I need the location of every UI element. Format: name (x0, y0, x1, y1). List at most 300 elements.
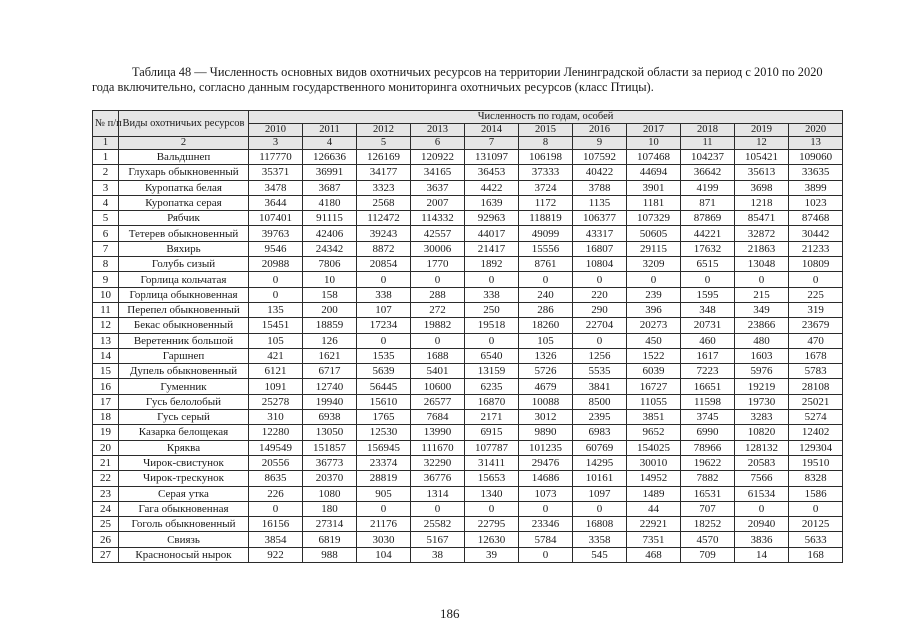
count-cell: 101235 (519, 440, 573, 455)
count-cell: 1340 (465, 486, 519, 501)
table-row (93, 394, 843, 409)
row-number: 19 (93, 425, 119, 440)
count-cell: 16807 (573, 241, 627, 256)
count-cell: 396 (627, 302, 681, 317)
species-name: Куропатка белая (119, 180, 249, 195)
count-cell: 12740 (303, 379, 357, 394)
species-name: Веретенник большой (119, 333, 249, 348)
count-cell: 21863 (735, 241, 789, 256)
count-cell: 0 (627, 272, 681, 287)
count-cell: 16156 (249, 517, 303, 532)
count-cell: 5976 (735, 364, 789, 379)
count-cell: 5783 (789, 364, 843, 379)
count-cell: 6515 (681, 257, 735, 272)
count-cell: 0 (735, 501, 789, 516)
count-cell: 0 (357, 272, 411, 287)
count-cell: 149549 (249, 440, 303, 455)
count-cell: 14295 (573, 455, 627, 470)
count-cell: 1172 (519, 195, 573, 210)
table-row (93, 257, 843, 272)
header-num: № п/п (93, 111, 119, 137)
row-number: 15 (93, 364, 119, 379)
header-year: 2018 (681, 124, 735, 137)
count-cell: 1023 (789, 195, 843, 210)
header-col-number: 2 (119, 137, 249, 150)
count-cell: 180 (303, 501, 357, 516)
count-cell: 6717 (303, 364, 357, 379)
count-cell: 30442 (789, 226, 843, 241)
header-year: 2020 (789, 124, 843, 137)
count-cell: 28819 (357, 471, 411, 486)
count-cell: 20940 (735, 517, 789, 532)
count-cell: 10 (303, 272, 357, 287)
species-name: Чирок-трескунок (119, 471, 249, 486)
count-cell: 7882 (681, 471, 735, 486)
count-cell: 709 (681, 547, 735, 562)
count-cell: 3644 (249, 195, 303, 210)
count-cell: 9890 (519, 425, 573, 440)
count-cell: 22704 (573, 318, 627, 333)
table-row (93, 318, 843, 333)
count-cell: 18252 (681, 517, 735, 532)
count-cell: 21233 (789, 241, 843, 256)
count-cell: 3283 (735, 410, 789, 425)
count-cell: 126 (303, 333, 357, 348)
count-cell: 11055 (627, 394, 681, 409)
count-cell: 107787 (465, 440, 519, 455)
table-row (93, 364, 843, 379)
count-cell: 105 (249, 333, 303, 348)
count-cell: 104237 (681, 150, 735, 165)
count-cell: 120922 (411, 150, 465, 165)
row-number: 10 (93, 287, 119, 302)
count-cell: 20988 (249, 257, 303, 272)
count-cell: 39 (465, 547, 519, 562)
count-cell: 8500 (573, 394, 627, 409)
count-cell: 1688 (411, 348, 465, 363)
count-cell: 0 (519, 547, 573, 562)
count-cell: 290 (573, 302, 627, 317)
count-cell: 3899 (789, 180, 843, 195)
count-cell: 14 (735, 547, 789, 562)
count-cell: 23866 (735, 318, 789, 333)
count-cell: 5274 (789, 410, 843, 425)
count-cell: 6938 (303, 410, 357, 425)
count-cell: 107 (357, 302, 411, 317)
count-cell: 29476 (519, 455, 573, 470)
count-cell: 7566 (735, 471, 789, 486)
count-cell: 1091 (249, 379, 303, 394)
count-cell: 21176 (357, 517, 411, 532)
count-cell: 19518 (465, 318, 519, 333)
count-cell: 30006 (411, 241, 465, 256)
count-cell: 50605 (627, 226, 681, 241)
header-year: 2019 (735, 124, 789, 137)
count-cell: 2007 (411, 195, 465, 210)
count-cell: 0 (789, 501, 843, 516)
count-cell: 215 (735, 287, 789, 302)
row-number: 4 (93, 195, 119, 210)
count-cell: 60769 (573, 440, 627, 455)
count-cell: 20556 (249, 455, 303, 470)
count-cell: 905 (357, 486, 411, 501)
count-cell: 240 (519, 287, 573, 302)
count-cell: 338 (357, 287, 411, 302)
count-cell: 13990 (411, 425, 465, 440)
species-name: Гусь серый (119, 410, 249, 425)
count-cell: 0 (411, 501, 465, 516)
count-cell: 107329 (627, 211, 681, 226)
count-cell: 1765 (357, 410, 411, 425)
count-cell: 16870 (465, 394, 519, 409)
count-cell: 24342 (303, 241, 357, 256)
count-cell: 225 (789, 287, 843, 302)
count-cell: 21417 (465, 241, 519, 256)
count-cell: 468 (627, 547, 681, 562)
count-cell: 1314 (411, 486, 465, 501)
count-cell: 3687 (303, 180, 357, 195)
species-name: Горлица кольчатая (119, 272, 249, 287)
count-cell: 0 (573, 272, 627, 287)
count-cell: 1678 (789, 348, 843, 363)
count-cell: 104 (357, 547, 411, 562)
count-cell: 0 (789, 272, 843, 287)
count-cell: 36642 (681, 165, 735, 180)
count-cell: 286 (519, 302, 573, 317)
table-row (93, 517, 843, 532)
row-number: 26 (93, 532, 119, 547)
count-cell: 15653 (465, 471, 519, 486)
count-cell: 44 (627, 501, 681, 516)
count-cell: 6235 (465, 379, 519, 394)
table-caption (92, 65, 870, 95)
row-number: 8 (93, 257, 119, 272)
count-cell: 3836 (735, 532, 789, 547)
count-cell: 1595 (681, 287, 735, 302)
row-number: 5 (93, 211, 119, 226)
species-name: Вальдшнеп (119, 150, 249, 165)
header-year: 2011 (303, 124, 357, 137)
row-number: 9 (93, 272, 119, 287)
row-number: 11 (93, 302, 119, 317)
species-name: Перепел обыкновенный (119, 302, 249, 317)
count-cell: 12402 (789, 425, 843, 440)
count-cell: 35613 (735, 165, 789, 180)
count-cell: 5639 (357, 364, 411, 379)
count-cell: 35371 (249, 165, 303, 180)
count-cell: 19882 (411, 318, 465, 333)
count-cell: 154025 (627, 440, 681, 455)
count-cell: 128132 (735, 440, 789, 455)
count-cell: 3637 (411, 180, 465, 195)
count-cell: 707 (681, 501, 735, 516)
count-cell: 17632 (681, 241, 735, 256)
count-cell: 8761 (519, 257, 573, 272)
count-cell: 338 (465, 287, 519, 302)
count-cell: 26577 (411, 394, 465, 409)
count-cell: 1181 (627, 195, 681, 210)
count-cell: 10809 (789, 257, 843, 272)
species-name: Гоголь обыкновенный (119, 517, 249, 532)
count-cell: 56445 (357, 379, 411, 394)
count-cell: 15451 (249, 318, 303, 333)
count-cell: 3745 (681, 410, 735, 425)
count-cell: 25278 (249, 394, 303, 409)
count-cell: 3724 (519, 180, 573, 195)
table-row (93, 287, 843, 302)
count-cell: 17234 (357, 318, 411, 333)
count-cell: 49099 (519, 226, 573, 241)
count-cell: 3012 (519, 410, 573, 425)
count-cell: 3478 (249, 180, 303, 195)
count-cell: 117770 (249, 150, 303, 165)
count-cell: 106198 (519, 150, 573, 165)
count-cell: 39763 (249, 226, 303, 241)
count-cell: 1603 (735, 348, 789, 363)
count-cell: 7223 (681, 364, 735, 379)
count-cell: 25021 (789, 394, 843, 409)
count-cell: 5784 (519, 532, 573, 547)
header-col-number: 7 (465, 137, 519, 150)
count-cell: 0 (249, 272, 303, 287)
count-cell: 18859 (303, 318, 357, 333)
count-cell: 2395 (573, 410, 627, 425)
count-cell: 1489 (627, 486, 681, 501)
count-cell: 349 (735, 302, 789, 317)
count-cell: 5401 (411, 364, 465, 379)
count-cell: 23679 (789, 318, 843, 333)
count-cell: 0 (465, 501, 519, 516)
count-cell: 239 (627, 287, 681, 302)
count-cell: 42557 (411, 226, 465, 241)
header-col-number: 1 (93, 137, 119, 150)
count-cell: 22921 (627, 517, 681, 532)
count-cell: 38 (411, 547, 465, 562)
count-cell: 1097 (573, 486, 627, 501)
count-cell: 3854 (249, 532, 303, 547)
count-cell: 226 (249, 486, 303, 501)
header-year: 2014 (465, 124, 519, 137)
count-cell: 0 (465, 333, 519, 348)
header-year: 2016 (573, 124, 627, 137)
count-cell: 78966 (681, 440, 735, 455)
count-cell: 922 (249, 547, 303, 562)
count-cell: 200 (303, 302, 357, 317)
count-cell: 10804 (573, 257, 627, 272)
count-cell: 12630 (465, 532, 519, 547)
count-cell: 6819 (303, 532, 357, 547)
header-year: 2013 (411, 124, 465, 137)
count-cell: 272 (411, 302, 465, 317)
table-row (93, 241, 843, 256)
count-cell: 36773 (303, 455, 357, 470)
count-cell: 37333 (519, 165, 573, 180)
count-cell: 42406 (303, 226, 357, 241)
header-year: 2012 (357, 124, 411, 137)
count-cell: 87468 (789, 211, 843, 226)
count-cell: 156945 (357, 440, 411, 455)
table-row (93, 501, 843, 516)
species-name: Голубь сизый (119, 257, 249, 272)
count-cell: 0 (357, 501, 411, 516)
count-cell: 1326 (519, 348, 573, 363)
table-row (93, 471, 843, 486)
species-name: Гусь белолобый (119, 394, 249, 409)
count-cell: 16531 (681, 486, 735, 501)
count-cell: 310 (249, 410, 303, 425)
caption-line-1: Таблица 48 — Численность основных видов охотничьих ресурсов на территории Ленинградской области за период с 2010 по 2020 (132, 65, 823, 79)
count-cell: 3841 (573, 379, 627, 394)
count-cell: 460 (681, 333, 735, 348)
count-cell: 7684 (411, 410, 465, 425)
header-col-number: 13 (789, 137, 843, 150)
count-cell: 44694 (627, 165, 681, 180)
table-row (93, 211, 843, 226)
count-cell: 19730 (735, 394, 789, 409)
count-cell: 7806 (303, 257, 357, 272)
table-row (93, 532, 843, 547)
count-cell: 16808 (573, 517, 627, 532)
count-cell: 6039 (627, 364, 681, 379)
count-cell: 112472 (357, 211, 411, 226)
header-col-number: 6 (411, 137, 465, 150)
row-number: 23 (93, 486, 119, 501)
caption-line-2: года включительно, согласно данным государственного мониторинга охотничьих ресурсов (класс Птицы). (92, 80, 654, 94)
count-cell: 0 (735, 272, 789, 287)
count-cell: 6121 (249, 364, 303, 379)
count-cell: 23346 (519, 517, 573, 532)
count-cell: 8635 (249, 471, 303, 486)
count-cell: 126169 (357, 150, 411, 165)
count-cell: 4199 (681, 180, 735, 195)
count-cell: 3788 (573, 180, 627, 195)
count-cell: 158 (303, 287, 357, 302)
table-row (93, 486, 843, 501)
count-cell: 135 (249, 302, 303, 317)
count-cell: 19622 (681, 455, 735, 470)
count-cell: 6990 (681, 425, 735, 440)
count-cell: 10820 (735, 425, 789, 440)
count-cell: 111670 (411, 440, 465, 455)
row-number: 3 (93, 180, 119, 195)
header-col-number: 12 (735, 137, 789, 150)
count-cell: 5535 (573, 364, 627, 379)
count-cell: 28108 (789, 379, 843, 394)
species-name: Бекас обыкновенный (119, 318, 249, 333)
species-name: Вяхирь (119, 241, 249, 256)
table-row (93, 150, 843, 165)
count-cell: 20854 (357, 257, 411, 272)
count-cell: 85471 (735, 211, 789, 226)
count-cell: 5167 (411, 532, 465, 547)
count-cell: 34165 (411, 165, 465, 180)
species-count-table (92, 110, 843, 563)
count-cell: 3851 (627, 410, 681, 425)
count-cell: 10161 (573, 471, 627, 486)
count-cell: 988 (303, 547, 357, 562)
species-name: Кряква (119, 440, 249, 455)
species-name: Гуменник (119, 379, 249, 394)
header-col-number: 8 (519, 137, 573, 150)
count-cell: 40422 (573, 165, 627, 180)
count-cell: 18260 (519, 318, 573, 333)
row-number: 2 (93, 165, 119, 180)
count-cell: 118819 (519, 211, 573, 226)
count-cell: 19219 (735, 379, 789, 394)
count-cell: 20125 (789, 517, 843, 532)
count-cell: 5633 (789, 532, 843, 547)
count-cell: 1135 (573, 195, 627, 210)
count-cell: 22795 (465, 517, 519, 532)
count-cell: 8328 (789, 471, 843, 486)
count-cell: 129304 (789, 440, 843, 455)
count-cell: 34177 (357, 165, 411, 180)
count-cell: 131097 (465, 150, 519, 165)
count-cell: 12280 (249, 425, 303, 440)
count-cell: 0 (411, 272, 465, 287)
count-cell: 288 (411, 287, 465, 302)
species-name: Рябчик (119, 211, 249, 226)
count-cell: 0 (681, 272, 735, 287)
count-cell: 0 (249, 501, 303, 516)
table-row (93, 165, 843, 180)
count-cell: 16651 (681, 379, 735, 394)
header-year: 2015 (519, 124, 573, 137)
count-cell: 0 (573, 501, 627, 516)
table-row (93, 333, 843, 348)
count-cell: 20583 (735, 455, 789, 470)
count-cell: 0 (573, 333, 627, 348)
count-cell: 33635 (789, 165, 843, 180)
count-cell: 1218 (735, 195, 789, 210)
table-row (93, 455, 843, 470)
count-cell: 91115 (303, 211, 357, 226)
count-cell: 14686 (519, 471, 573, 486)
header-col-number: 9 (573, 137, 627, 150)
count-cell: 0 (249, 287, 303, 302)
count-cell: 39243 (357, 226, 411, 241)
count-cell: 9652 (627, 425, 681, 440)
header-species: Виды охотничьих ресурсов (119, 111, 249, 137)
header-col-number: 5 (357, 137, 411, 150)
count-cell: 107592 (573, 150, 627, 165)
row-number: 7 (93, 241, 119, 256)
count-cell: 3901 (627, 180, 681, 195)
count-cell: 92963 (465, 211, 519, 226)
table-row (93, 379, 843, 394)
row-number: 25 (93, 517, 119, 532)
count-cell: 3323 (357, 180, 411, 195)
header-col-number: 11 (681, 137, 735, 150)
count-cell: 114332 (411, 211, 465, 226)
count-cell: 2171 (465, 410, 519, 425)
count-cell: 1586 (789, 486, 843, 501)
header-col-number: 10 (627, 137, 681, 150)
table-row (93, 348, 843, 363)
species-name: Красноносый нырок (119, 547, 249, 562)
header-year: 2017 (627, 124, 681, 137)
count-cell: 0 (519, 501, 573, 516)
count-cell: 0 (465, 272, 519, 287)
count-cell: 9546 (249, 241, 303, 256)
count-cell: 13048 (735, 257, 789, 272)
count-cell: 10600 (411, 379, 465, 394)
count-cell: 31411 (465, 455, 519, 470)
species-name: Дупель обыкновенный (119, 364, 249, 379)
count-cell: 151857 (303, 440, 357, 455)
count-cell: 545 (573, 547, 627, 562)
header-col-number: 3 (249, 137, 303, 150)
